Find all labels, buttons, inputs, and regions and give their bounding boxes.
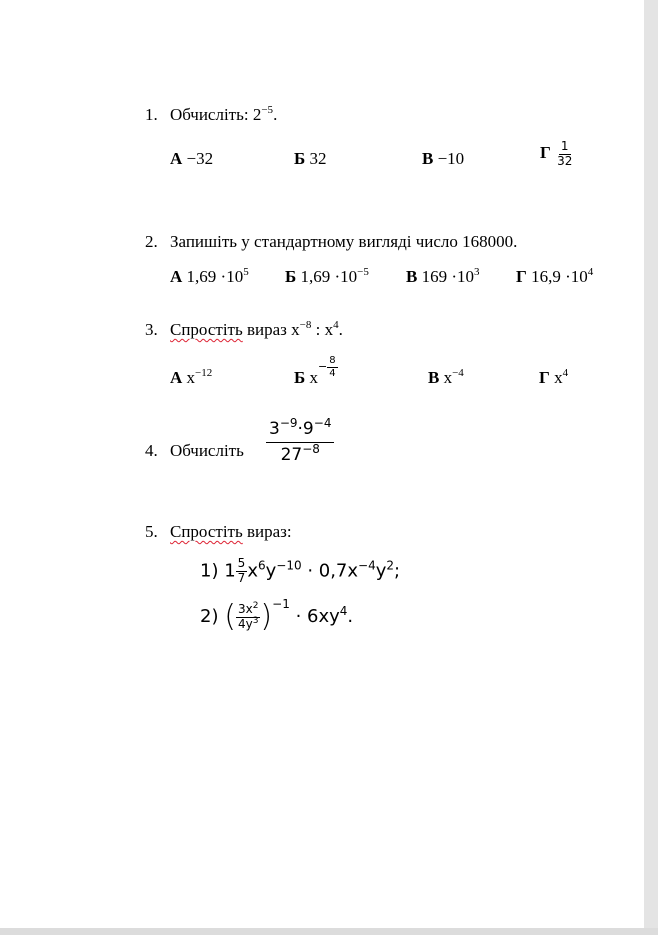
q3-option-d: Г $x^4$ xyxy=(539,367,569,387)
q2-option-b: Б $1,69 \cdot 10^{-5}$ xyxy=(285,266,369,286)
q1-option-b: Б 32 xyxy=(294,149,327,168)
q4-fraction: $\frac{3^{-9}\cdot 9^{-4}}{27^{-8}}$ xyxy=(266,420,334,465)
q5-item-1: 1) 1 $\frac{5}{7}$ $x^6y^{-10} \cdot 0,7x^{-4}y^2$; xyxy=(200,556,401,585)
q3-option-b: Б $x^{- \frac{8}{4}}$ xyxy=(294,355,336,387)
q3-text: Спростіть вираз $x^{-8}$ : $x^4$. xyxy=(170,319,343,339)
q5-item-2: 2) ( $\frac{3x^2}{4y^3}$ )$^{-1} \cdot 6xy^4$. xyxy=(200,597,354,634)
q2-number: 2. xyxy=(145,232,158,251)
scrollbar-track[interactable] xyxy=(644,0,658,935)
q4-text: Обчисліть xyxy=(170,441,244,460)
q1-option-a: А −32 xyxy=(170,149,214,168)
q2-text: Запишіть у стандартному вигляді число 168000. xyxy=(170,232,518,251)
q2-option-d: Г $16,9 \cdot 10^4$ xyxy=(516,266,594,286)
q1-number: 1. xyxy=(145,105,158,124)
q2-option-a: А $1,69 \cdot 10^5$ xyxy=(170,266,249,286)
q3-option-a: А $x^{-12}$ xyxy=(170,367,213,387)
q1-text: Обчисліть: $2^{-5}$. xyxy=(170,104,278,124)
q1-option-d: Г $\frac{1}{32}$ xyxy=(540,139,573,168)
page-bottom-edge xyxy=(0,928,658,935)
q1-option-c: В −10 xyxy=(422,149,465,168)
q2-option-c: В $169 \cdot 10^3$ xyxy=(406,266,480,286)
q5-number: 5. xyxy=(145,522,158,541)
q4-number: 4. xyxy=(145,441,158,460)
q5-text: Спростіть вираз: xyxy=(170,522,292,541)
q3-number: 3. xyxy=(145,320,158,339)
q3-option-c: В $x^{-4}$ xyxy=(428,367,464,387)
